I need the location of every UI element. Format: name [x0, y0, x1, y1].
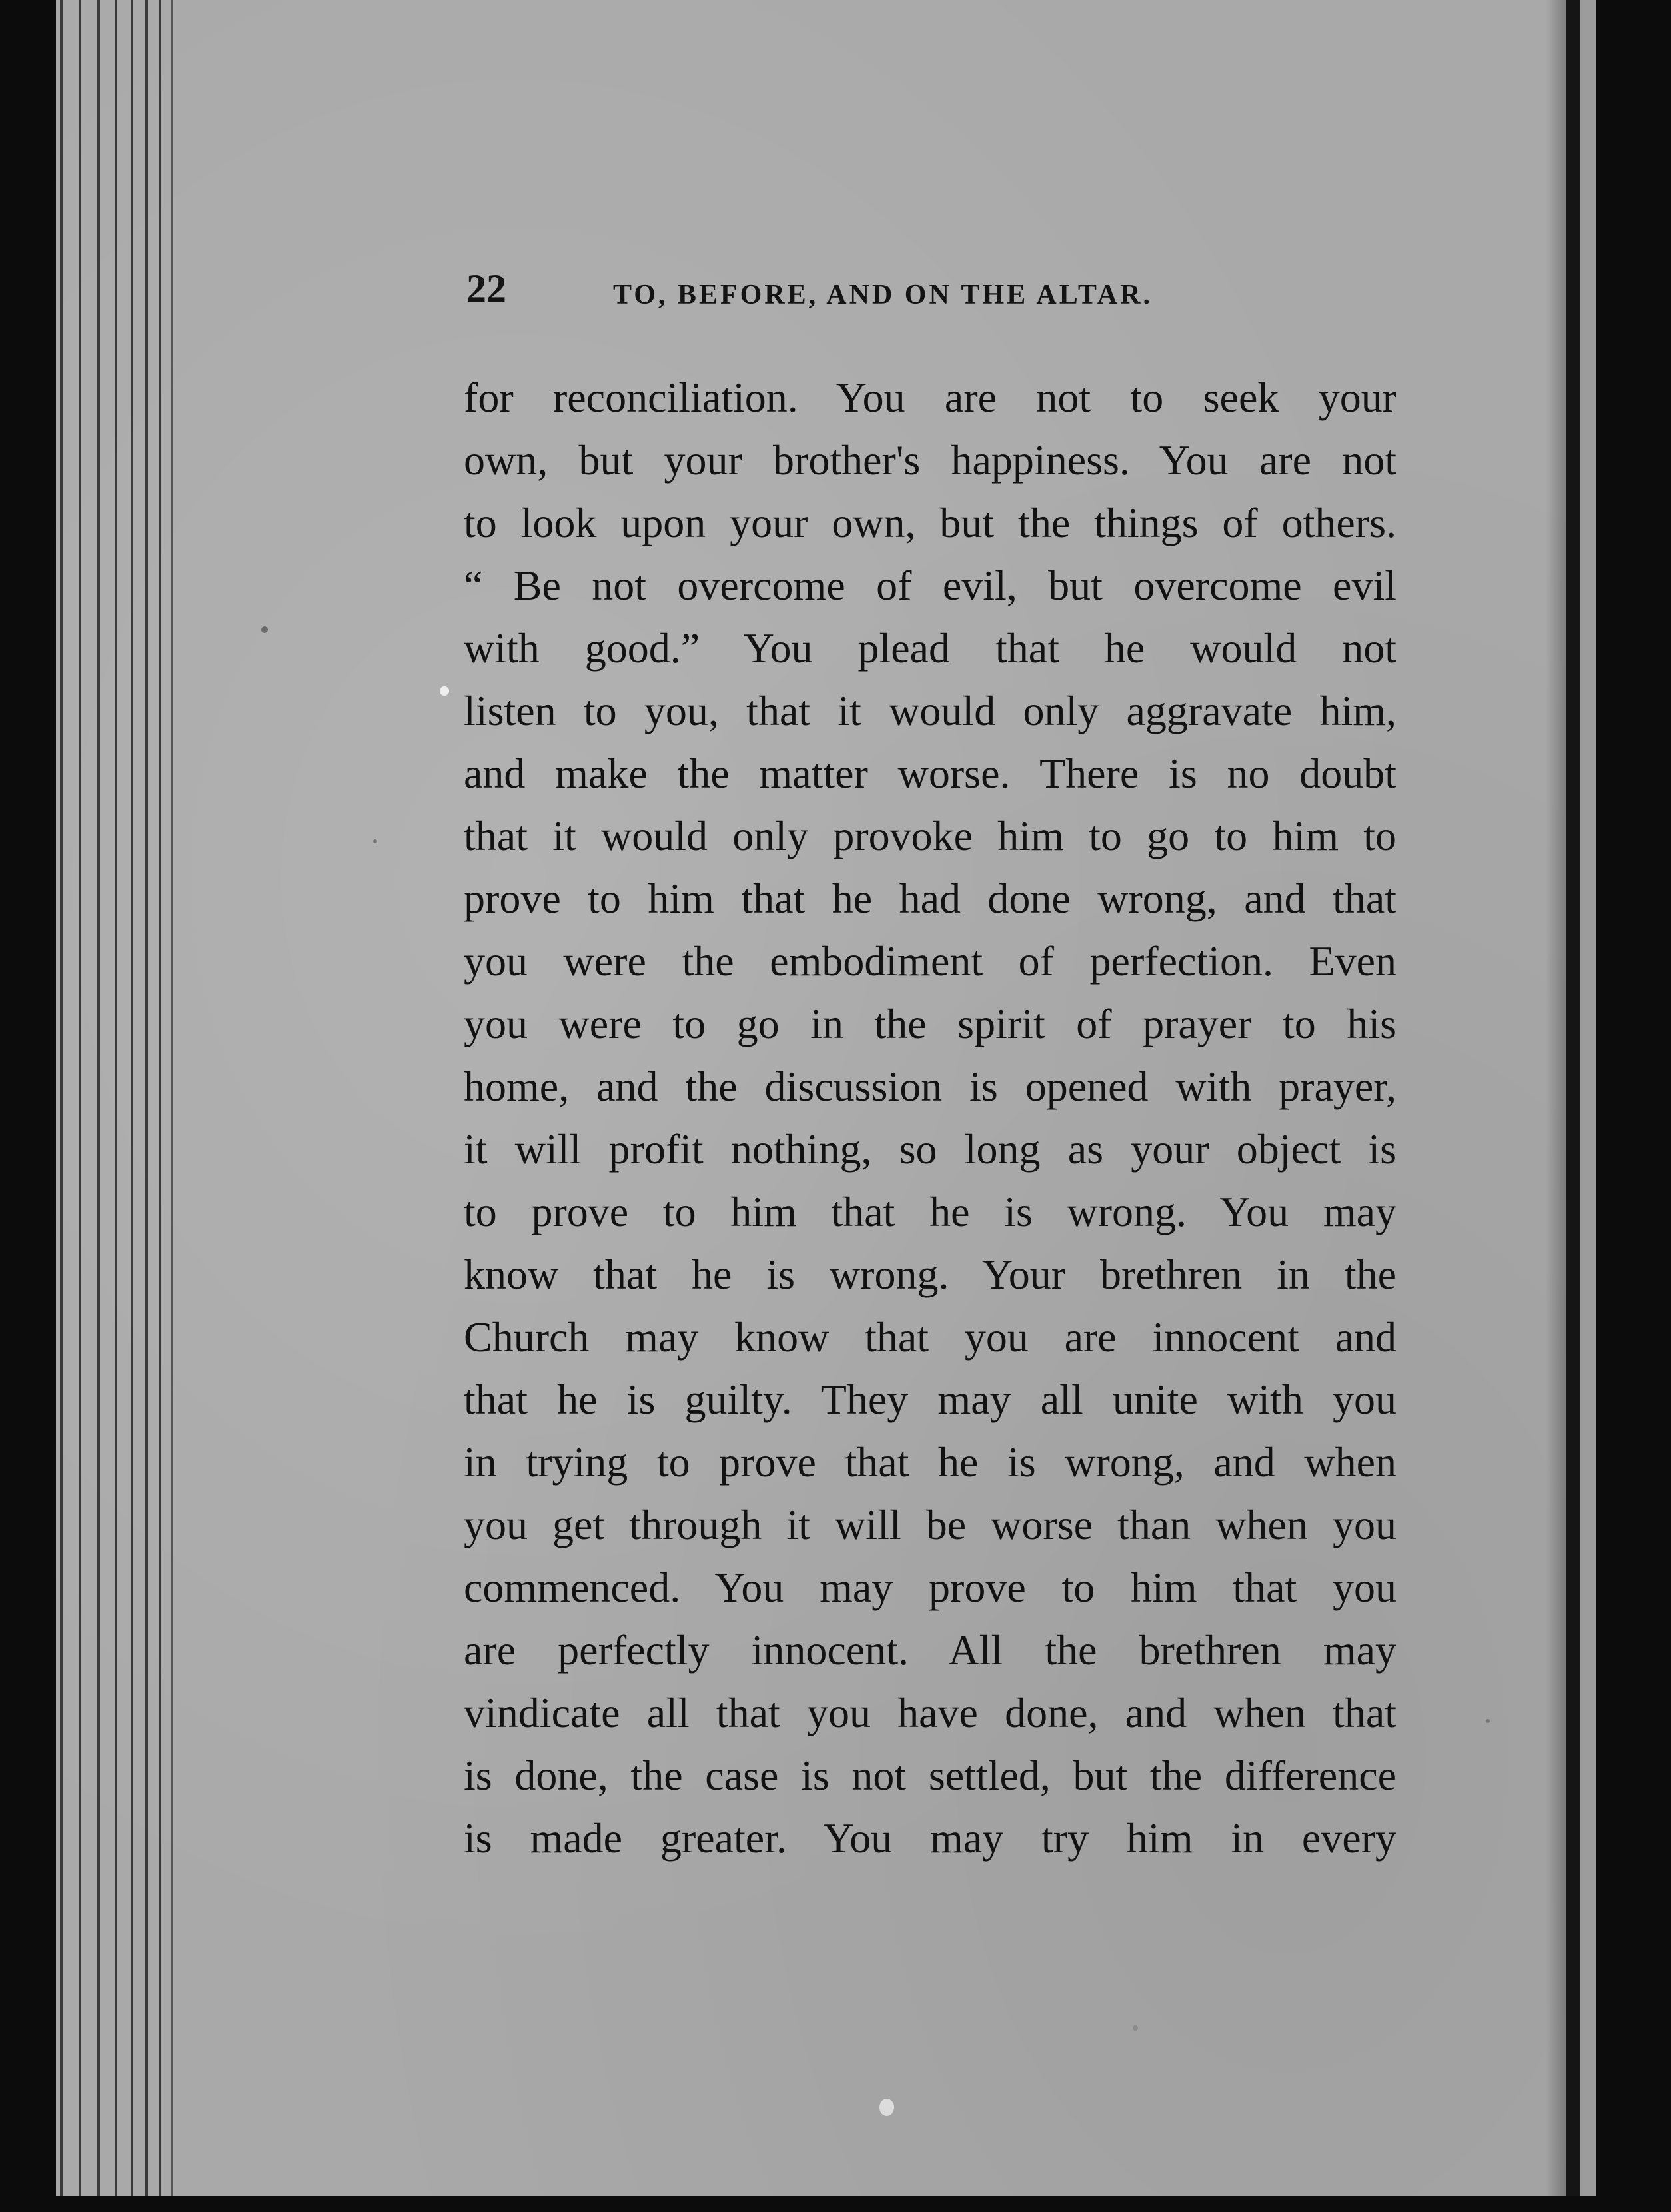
text-line: home, and the discussion is opened with prayer,	[464, 1063, 1396, 1110]
text-line: listen to you, that it would only aggravate him,	[464, 687, 1396, 734]
right-page-edge	[1566, 0, 1580, 2196]
text-line: you were to go in the spirit of prayer to his	[464, 1000, 1396, 1047]
text-line: it will profit nothing, so long as your object is	[464, 1125, 1396, 1173]
binding-edge-lines	[56, 0, 196, 2196]
running-head-title: TO, BEFORE, AND ON THE ALTAR.	[613, 280, 1153, 310]
text-line: for reconciliation. You are not to seek your	[464, 374, 1396, 421]
text-line: to look upon your own, but the things of others.	[464, 499, 1396, 546]
text-line: with good.” You plead that he would not	[464, 624, 1396, 672]
right-edge-shadow	[1546, 0, 1566, 2196]
page-number: 22	[466, 267, 506, 310]
text-line: you were the embodiment of perfection. Even	[464, 937, 1396, 985]
text-line: you get through it will be worse than when you	[464, 1501, 1396, 1548]
text-line: and make the matter worse. There is no doubt	[464, 750, 1396, 797]
text-line: commenced. You may prove to him that you	[464, 1564, 1396, 1611]
text-line: own, but your brother's happiness. You are not	[464, 436, 1396, 484]
body-text	[464, 366, 1396, 1870]
text-line: prove to him that he had done wrong, and that	[464, 875, 1396, 922]
text-line: is made greater. You may try him in every	[464, 1814, 1396, 1862]
text-line: to prove to him that he is wrong. You may	[464, 1188, 1396, 1235]
text-line: are perfectly innocent. All the brethren may	[464, 1626, 1396, 1674]
text-line: “ Be not overcome of evil, but overcome evil	[464, 562, 1396, 609]
bottom-border	[0, 2196, 1671, 2212]
text-line: is done, the case is not settled, but the difference	[464, 1752, 1396, 1799]
text-line: that it would only provoke him to go to him to	[464, 812, 1396, 859]
text-line: Church may know that you are innocent and	[464, 1313, 1396, 1361]
text-line: in trying to prove that he is wrong, and when	[464, 1438, 1396, 1486]
running-head	[466, 259, 1266, 318]
text-line: that he is guilty. They may all unite with you	[464, 1376, 1396, 1423]
text-line: know that he is wrong. Your brethren in the	[464, 1251, 1396, 1298]
text-line: vindicate all that you have done, and when that	[464, 1689, 1396, 1736]
right-margin	[1580, 0, 1596, 2196]
